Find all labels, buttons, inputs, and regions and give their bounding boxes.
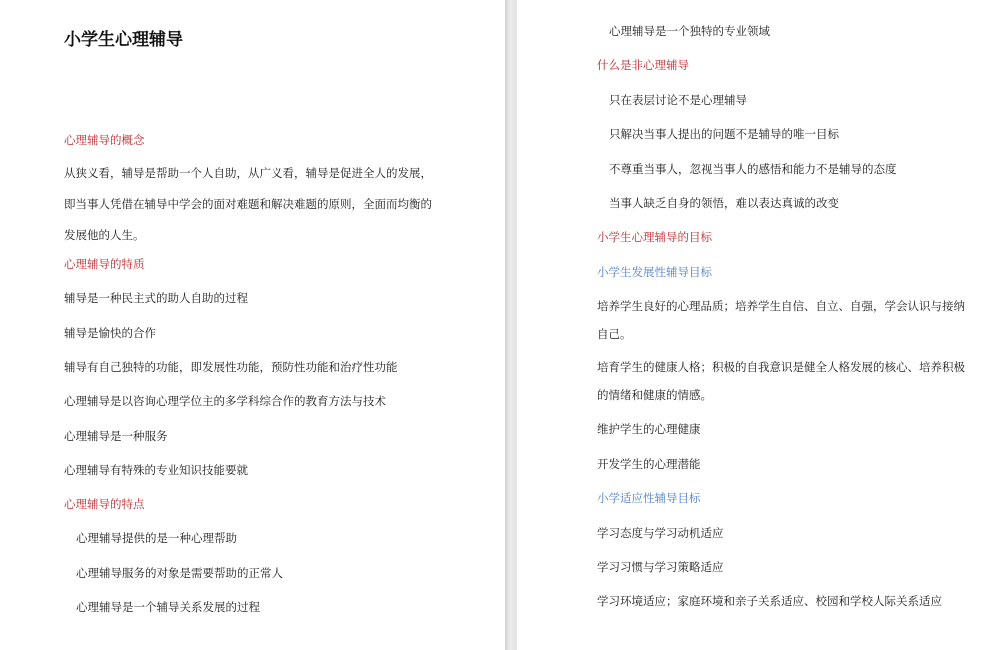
heading-goals: 小学生心理辅导的目标 <box>597 230 712 244</box>
developmental-item: 开发学生的心理潜能 <box>597 457 701 471</box>
nature-item: 辅导是愉快的合作 <box>64 326 156 340</box>
document-title: 小学生心理辅导 <box>64 30 183 50</box>
developmental-paragraph: 培育学生的健康人格；积极的自我意识是健全人格发展的核心、培养积极的情绪和健康的情感。 <box>597 360 965 402</box>
non-counseling-item: 只解决当事人提出的问题不是辅导的唯一目标 <box>609 127 839 141</box>
feature-item: 心理辅导是一个辅导关系发展的过程 <box>76 600 260 614</box>
heading-nature: 心理辅导的特质 <box>64 257 145 271</box>
nature-item: 心理辅导是以咨询心理学位主的多学科综合作的教育方法与技术 <box>64 394 386 408</box>
developmental-item: 维护学生的心理健康 <box>597 422 701 436</box>
feature-item: 心理辅导是一个独特的专业领域 <box>609 24 770 38</box>
heading-concept: 心理辅导的概念 <box>64 133 145 147</box>
non-counseling-item: 当事人缺乏自身的领悟，难以表达真诚的改变 <box>609 196 839 210</box>
developmental-paragraph: 培养学生良好的心理品质；培养学生自信、自立、自强，学会认识与接纳自己。 <box>597 299 965 341</box>
heading-features: 心理辅导的特点 <box>64 497 145 511</box>
heading-non-counseling: 什么是非心理辅导 <box>597 58 689 72</box>
adaptive-item: 学习环境适应；家庭环境和亲子关系适应、校园和学校人际关系适应 <box>597 594 942 608</box>
nature-item: 辅导是一种民主式的助人自助的过程 <box>64 291 248 305</box>
adaptive-item: 学习习惯与学习策略适应 <box>597 560 724 574</box>
non-counseling-item: 只在表层讨论不是心理辅导 <box>609 93 747 107</box>
adaptive-item: 学习态度与学习动机适应 <box>597 526 724 540</box>
feature-item: 心理辅导提供的是一种心理帮助 <box>76 531 237 545</box>
subheading-developmental: 小学生发展性辅导目标 <box>597 265 712 279</box>
page-gutter <box>505 0 517 650</box>
nature-item: 心理辅导是一种服务 <box>64 429 168 443</box>
nature-item: 辅导有自己独特的功能，即发展性功能，预防性功能和治疗性功能 <box>64 360 398 374</box>
non-counseling-item: 不尊重当事人，忽视当事人的感悟和能力不是辅导的态度 <box>609 162 897 176</box>
subheading-adaptive: 小学适应性辅导目标 <box>597 491 701 505</box>
feature-item: 心理辅导服务的对象是需要帮助的正常人 <box>76 566 283 580</box>
right-page <box>517 0 1000 650</box>
concept-paragraph: 从狭义看，辅导是帮助一个人自助，从广义看，辅导是促进全人的发展，即当事人凭借在辅导中学会的面对难题和解决难题的原则，全面而均衡的发展他的人生。 <box>64 166 432 242</box>
nature-item: 心理辅导有特殊的专业知识技能要就 <box>64 463 248 477</box>
